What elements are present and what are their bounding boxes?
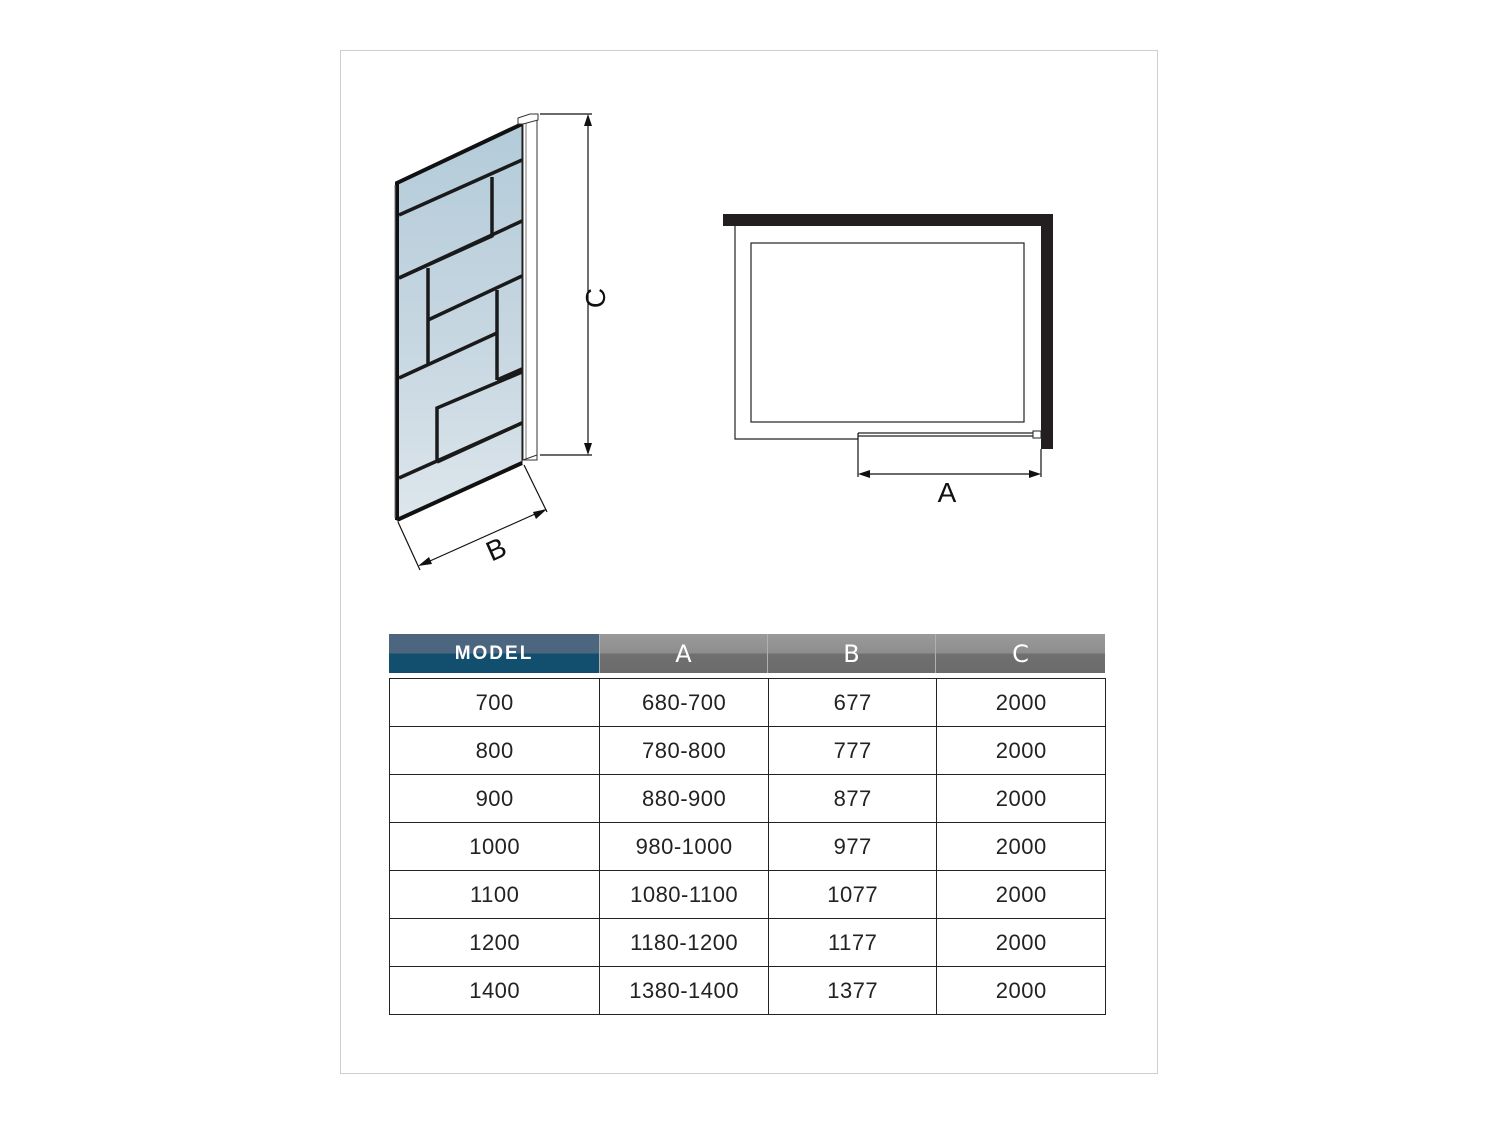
cell-b: 777: [768, 727, 937, 775]
cell-b: 1377: [768, 967, 937, 1015]
cell-model: 1100: [390, 871, 600, 919]
table-row: [390, 679, 1106, 727]
header-b: B: [767, 634, 935, 673]
shower-panel-elevation: [395, 114, 611, 570]
cell-model: 700: [390, 679, 600, 727]
spec-table: [389, 678, 1106, 1015]
cell-b: 977: [768, 823, 937, 871]
cell-b: 677: [768, 679, 937, 727]
cell-c: 2000: [937, 919, 1106, 967]
cell-a: 1180-1200: [600, 919, 769, 967]
cell-a: 1080-1100: [600, 871, 769, 919]
dimension-label-c: C: [580, 287, 611, 309]
table-row: [390, 967, 1106, 1015]
cell-model: 1000: [390, 823, 600, 871]
table-row: [390, 823, 1106, 871]
cell-model: 800: [390, 727, 600, 775]
header-a: A: [599, 634, 767, 673]
cell-model: 1200: [390, 919, 600, 967]
cell-a: 780-800: [600, 727, 769, 775]
cell-c: 2000: [937, 679, 1106, 727]
cell-a: 980-1000: [600, 823, 769, 871]
header-model: MODEL: [389, 634, 599, 673]
table-row: [390, 727, 1106, 775]
cell-model: 1400: [390, 967, 600, 1015]
cell-c: 2000: [937, 727, 1106, 775]
cell-b: 877: [768, 775, 937, 823]
cell-c: 2000: [937, 967, 1106, 1015]
cell-a: 1380-1400: [600, 967, 769, 1015]
cell-b: 1077: [768, 871, 937, 919]
header-c: C: [935, 634, 1105, 673]
cell-b: 1177: [768, 919, 937, 967]
dimension-label-b: B: [481, 531, 511, 568]
cell-c: 2000: [937, 823, 1106, 871]
cell-a: 880-900: [600, 775, 769, 823]
table-row: [390, 775, 1106, 823]
cell-c: 2000: [937, 775, 1106, 823]
cell-model: 900: [390, 775, 600, 823]
cell-a: 680-700: [600, 679, 769, 727]
dimension-label-a: A: [937, 477, 957, 508]
table-row: [390, 871, 1106, 919]
spec-table-header: [389, 634, 1105, 673]
table-row: [390, 919, 1106, 967]
shower-plan-view: [723, 214, 1053, 508]
cell-c: 2000: [937, 871, 1106, 919]
